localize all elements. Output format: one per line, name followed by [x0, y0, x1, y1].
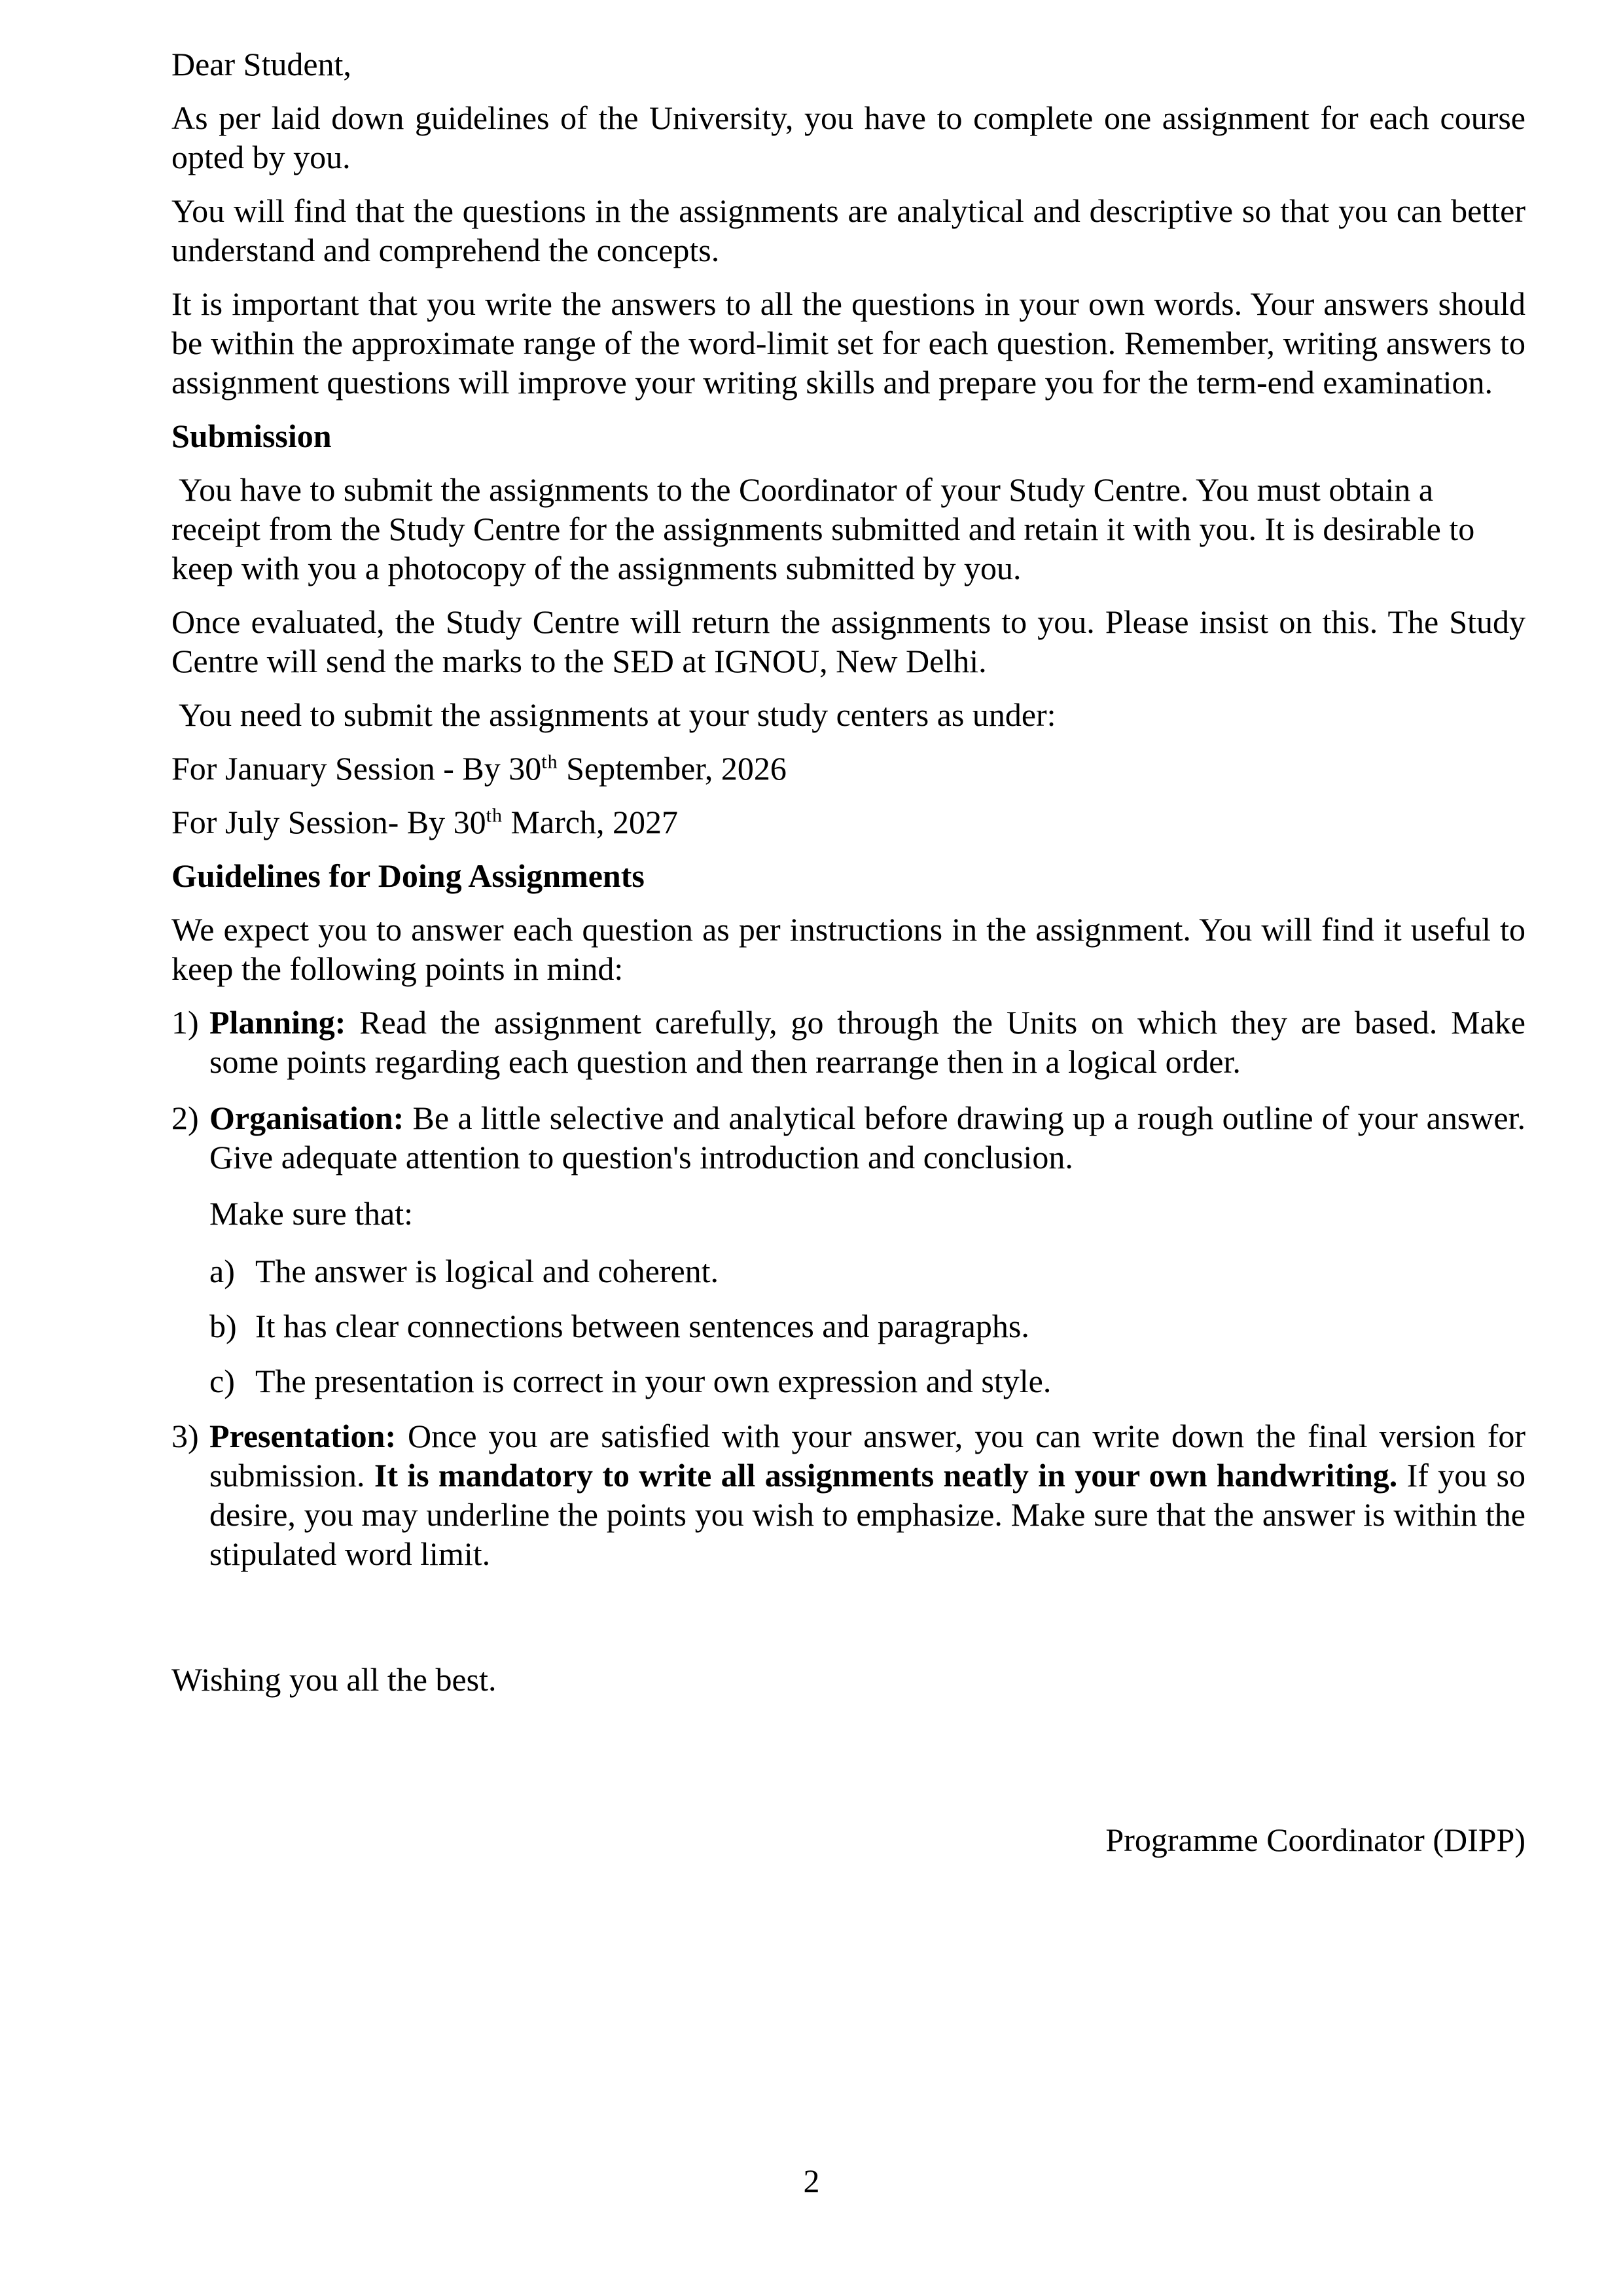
deadline-july: For July Session- By 30th March, 2027 [171, 804, 678, 840]
submission-paragraph-2: Once evaluated, the Study Centre will return the assignments to you. Please insist on this. The Study Centre will send the marks to the SED at IGNOU, New Delhi. [171, 603, 1525, 679]
intro-paragraph-3: It is important that you write the answers to all the questions in your own words. Your answers should be within the approximate range of the word-limit set for each question. Remember, writing answers to assignment questions will improve your writing skills and prepare you for the term-end examination. [171, 285, 1525, 401]
closing-text: Wishing you all the best. [171, 1661, 497, 1698]
page-number: 2 [803, 2162, 820, 2199]
salutation: Dear Student, [171, 46, 351, 82]
sub-item-letter: b) [209, 1308, 237, 1344]
list-item-body: Organisation: Be a little selective and analytical before drawing up a rough outline of your answer. Give adequate attention to question's introduction and conclusion. [209, 1100, 1525, 1175]
sub-item-a [209, 1251, 1525, 1291]
signature-text: Programme Coordinator (DIPP) [1105, 1821, 1525, 1858]
make-sure-line: Make sure that: [209, 1195, 414, 1232]
sub-item-c [209, 1361, 1525, 1401]
list-item-body: Planning: Read the assignment carefully, go through the Units on which they are based. Make some points regarding each question and then rearrange then in a logical order. [209, 1004, 1525, 1080]
submission-heading: Submission [171, 418, 332, 454]
sub-item-text: The presentation is correct in your own expression and style. [255, 1363, 1052, 1399]
guidelines-intro: We expect you to answer each question as per instructions in the assignment. You will find it useful to keep the following points in mind: [171, 911, 1525, 987]
sub-item-letter: c) [209, 1363, 235, 1399]
submission-paragraph-1: You have to submit the assignments to the Coordinator of your Study Centre. You must obtain a receipt from the Study Centre for the assignments submitted and retain it with you. It is desirable to keep with you a photocopy of the assignments submitted by you. [171, 471, 1475, 586]
intro-paragraph-2: You will find that the questions in the assignments are analytical and descriptive so that you can better understand and comprehend the concepts. [171, 192, 1525, 268]
list-number: 3) [171, 1418, 199, 1454]
list-item-organisation [171, 1098, 1525, 1177]
submission-paragraph-3: You need to submit the assignments at your study centers as under: [179, 696, 1056, 733]
list-number: 2) [171, 1100, 199, 1136]
list-item-body: Presentation: Once you are satisfied with your answer, you can write down the final version for submission. It is mandatory to write all assignments neatly in your own handwriting. If you so desire, you may underline the points you wish to emphasize. Make sure that the answer is within the stipulated word limit. [209, 1418, 1525, 1572]
sub-item-letter: a) [209, 1253, 235, 1289]
guidelines-heading: Guidelines for Doing Assignments [171, 857, 645, 894]
intro-paragraph-1: As per laid down guidelines of the University, you have to complete one assignment for each course opted by you. [171, 99, 1525, 175]
list-number: 1) [171, 1004, 199, 1041]
sub-item-text: It has clear connections between sentences and paragraphs. [255, 1308, 1029, 1344]
list-item-planning [171, 1003, 1525, 1081]
deadline-january: For January Session - By 30th September, 2026 [171, 750, 787, 787]
sub-item-text: The answer is logical and coherent. [255, 1253, 719, 1289]
sub-item-b [209, 1306, 1525, 1346]
list-item-presentation [171, 1416, 1525, 1573]
